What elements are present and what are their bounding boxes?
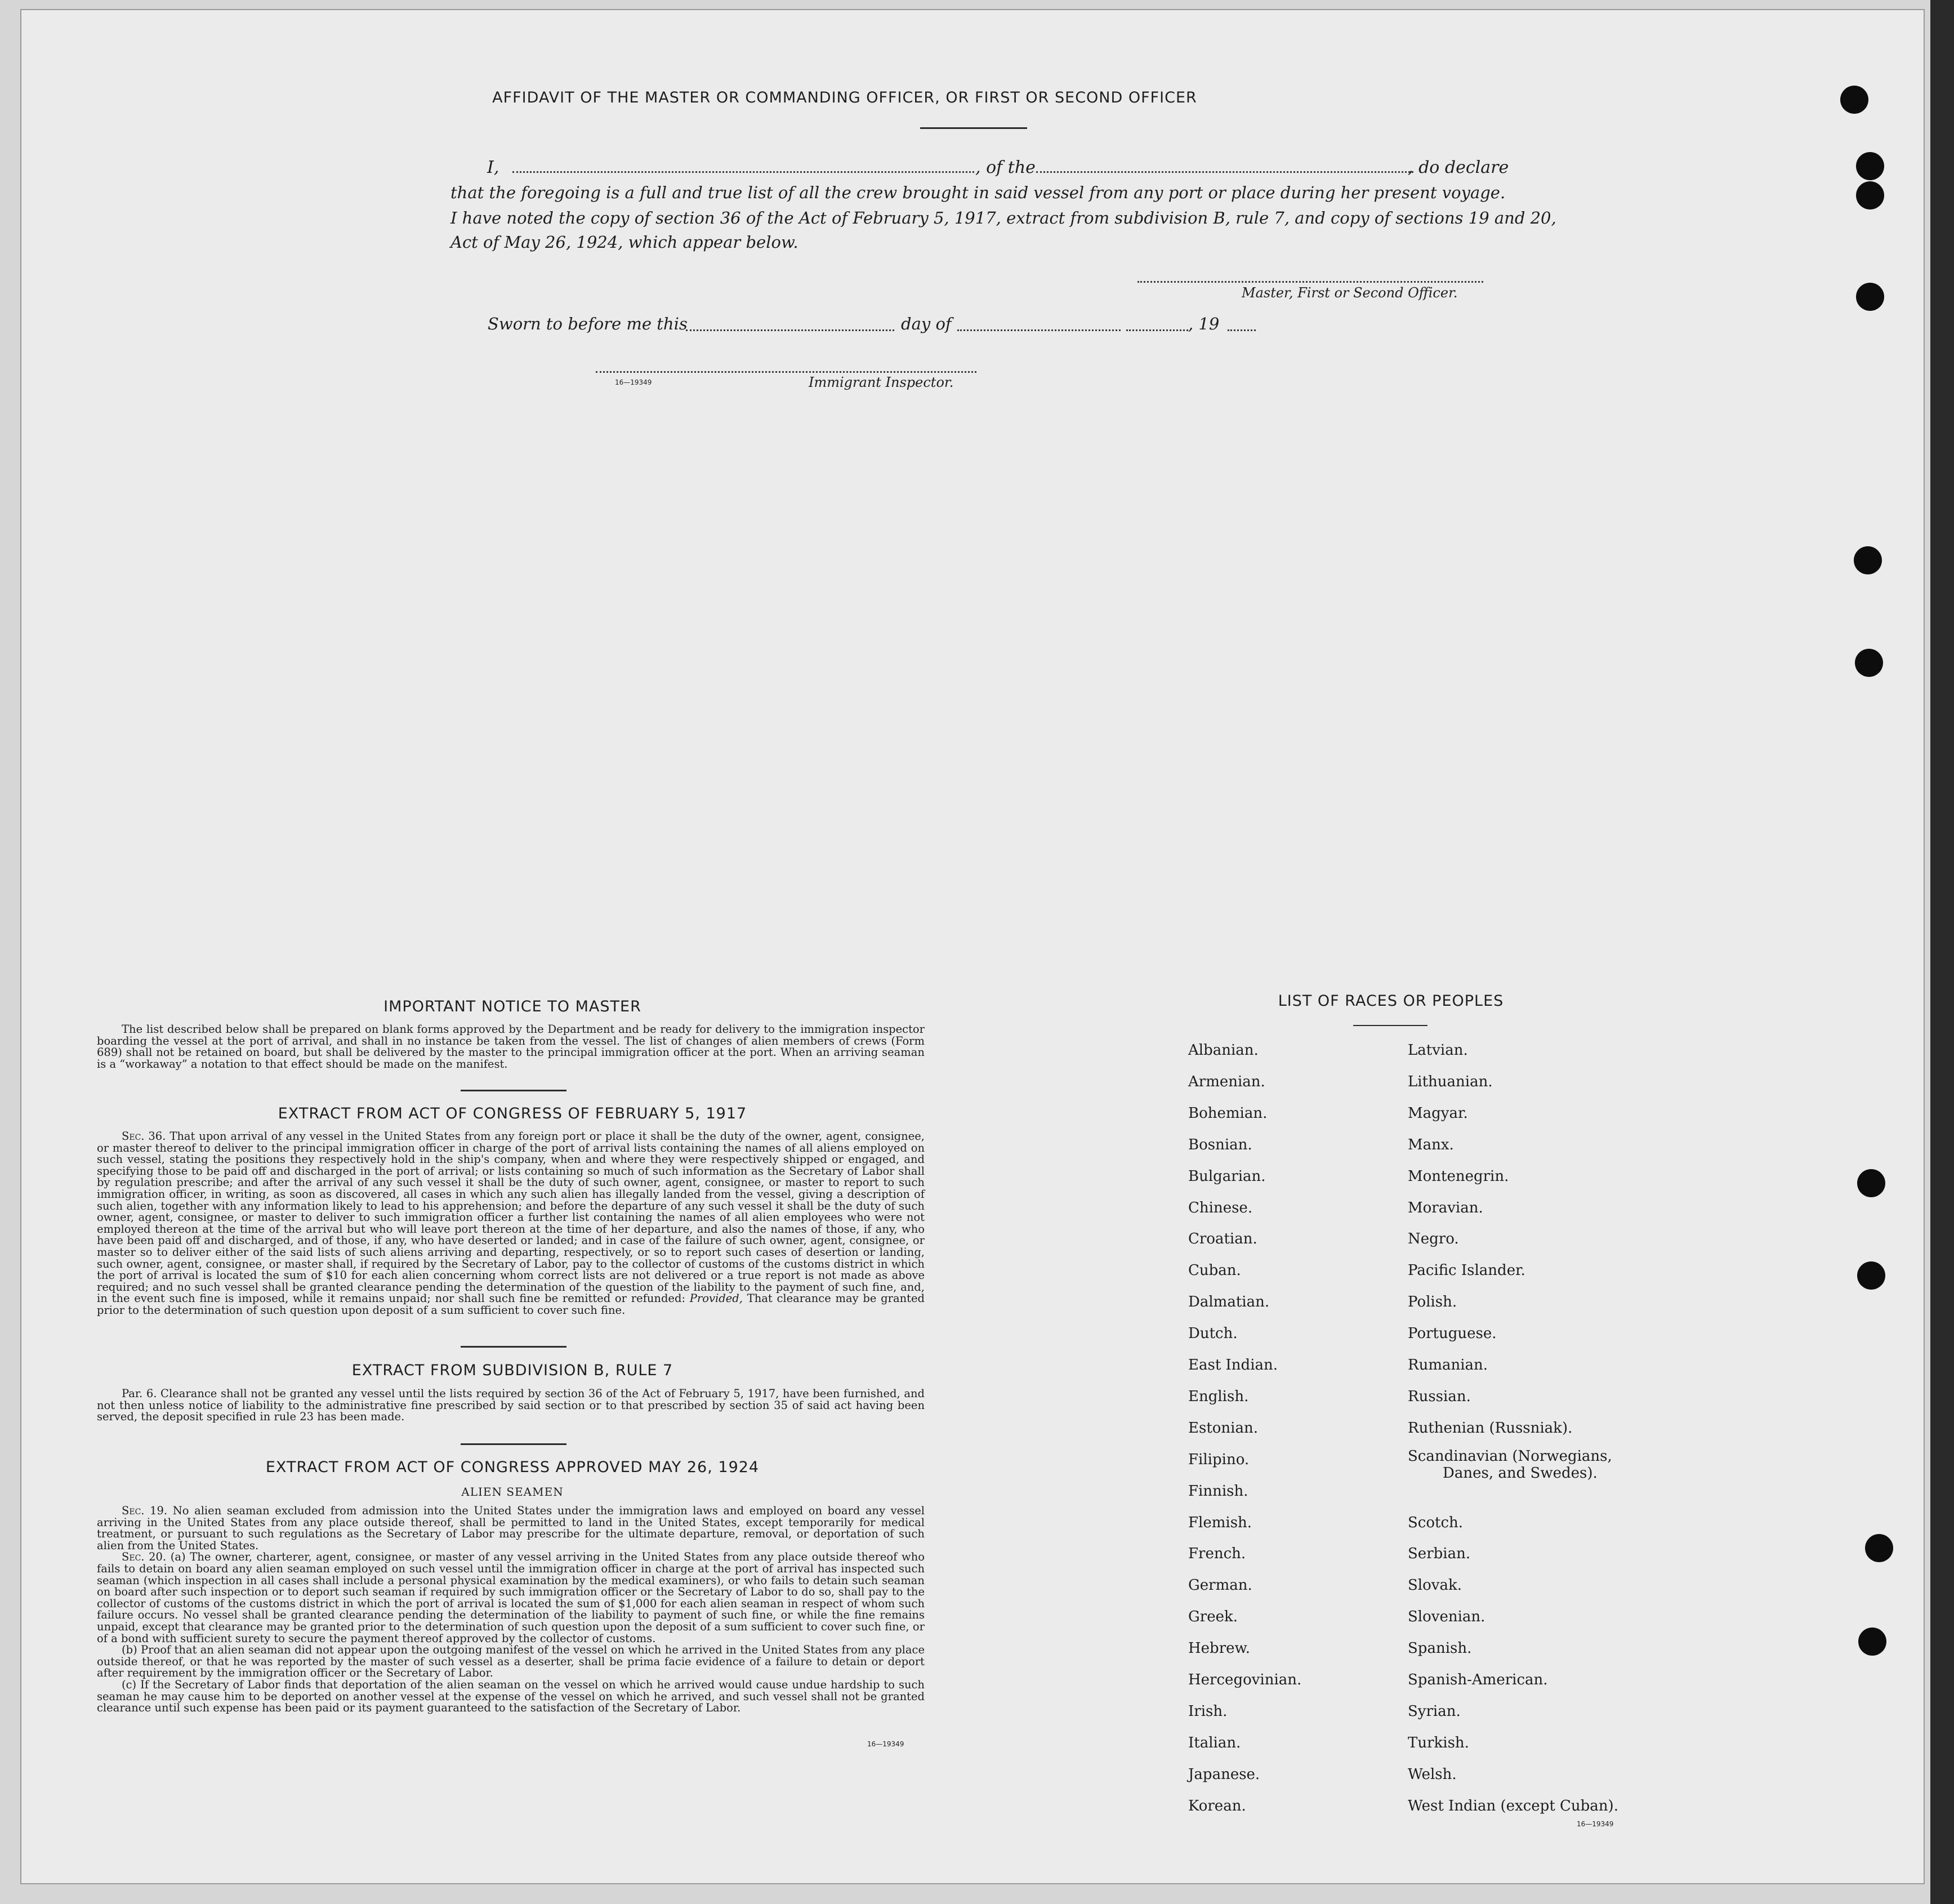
- sworn-month-field-2[interactable]: [1126, 329, 1188, 331]
- year-label: , 19: [1188, 314, 1220, 333]
- affidavit-i: I,: [487, 158, 499, 177]
- race-item: French.: [1188, 1545, 1246, 1563]
- affidavit-line-2: that the foregoing is a full and true list of all the crew brought in said vessel from any port or place during her present voyage.: [450, 183, 1506, 202]
- race-item: West Indian (except Cuban).: [1408, 1797, 1618, 1814]
- race-item: Dalmatian.: [1188, 1294, 1270, 1311]
- section-rule: [461, 1346, 566, 1348]
- punch-hole: [1856, 181, 1884, 209]
- punch-hole: [1854, 546, 1882, 574]
- section-rule: [461, 1443, 566, 1445]
- race-item: English.: [1188, 1388, 1249, 1405]
- race-item: Italian.: [1188, 1734, 1241, 1751]
- race-item: Japanese.: [1188, 1765, 1260, 1783]
- notice-title: IMPORTANT NOTICE TO MASTER: [383, 998, 641, 1015]
- race-item: Greek.: [1188, 1608, 1238, 1626]
- sworn-label: Sworn to before me this: [488, 314, 688, 333]
- affidavit-line-3: I have noted the copy of section 36 of the Act of February 5, 1917, extract from subdivision B, rule 7, and copy of sections 19 and 20,: [450, 208, 1556, 228]
- race-item: Spanish-American.: [1408, 1671, 1548, 1688]
- race-item: Slovak.: [1408, 1577, 1462, 1594]
- vessel-field[interactable]: [1036, 171, 1413, 173]
- name-field[interactable]: [512, 171, 974, 173]
- race-item: Negro.: [1408, 1230, 1459, 1248]
- affidavit-of-the: , of the: [975, 158, 1036, 177]
- alien-seamen-subtitle: ALIEN SEAMEN: [461, 1485, 564, 1499]
- race-item: Welsh.: [1408, 1765, 1457, 1783]
- master-signature-field[interactable]: [1137, 280, 1483, 283]
- race-item: Finnish.: [1188, 1482, 1248, 1500]
- form-number: 16—19349: [867, 1740, 904, 1748]
- race-item: Magyar.: [1408, 1104, 1468, 1122]
- inspector-signature-field[interactable]: [596, 371, 976, 373]
- extract-1917-title: EXTRACT FROM ACT OF CONGRESS OF FEBRUARY 5, 1917: [278, 1105, 747, 1122]
- race-item: Moravian.: [1408, 1199, 1483, 1216]
- race-item: Lithuanian.: [1408, 1073, 1493, 1090]
- race-item: Russian.: [1408, 1388, 1471, 1405]
- extract-1924-title: EXTRACT FROM ACT OF CONGRESS APPROVED MAY 26, 1924: [265, 1459, 760, 1476]
- master-signature-label: Master, First or Second Officer.: [1242, 285, 1458, 301]
- punch-hole: [1865, 1534, 1893, 1562]
- race-item: Armenian.: [1188, 1073, 1265, 1090]
- extract-1924-text: Sec. 19. No alien seaman excluded from admission into the United States under the immigration laws and employed on board any vessel arriving in the United States from any place outside thereof, shall be permitted to land in the United States, except temporarily for medical treatment, or pursuant to such regulations as the Secretary of Labor may prescribe for the ultimate departure, removal, or deportation of such alien from the United States. Sec. 20. (a) The owner, charterer, agent, consignee, or master of any vessel arriving in the United States from any place outside thereof who fails to detain on board any alien seaman employed on such vessel until the immigration officer in charge at the port of arrival has inspected such seaman (which inspection in all cases shall include a personal physical examination by the medical examiners), or who fails to detain such seaman on board after such inspection or to deport such seaman if required by such immigration officer or the Secretary of Labor to do so, shall pay to the collector of customs of the customs district in which the port of arrival is located the sum of $1,000 for each alien seaman in respect of whom such failure occurs. No vessel shall be granted clearance pending the determination of the liability to payment of such fine, or while the fine remains unpaid, except that clearance may be granted prior to the determination of such question upon the deposit of a sum sufficient to cover such fine, or of a bond with sufficient surety to secure the payment thereof approved by the collector of customs. (b) Proof that an alien seaman did not appear upon the outgoing manifest of the vessel on which he arrived in the United States from any place outside thereof, or that he was reported by the master of such vessel as a deserter, shall be prima facie evidence of a failure to detain or deport after requirement by the immigration officer or the Secretary of Labor. (c) If the Secretary of Labor finds that deportation of the alien seaman on the vessel on which he arrived would cause undue hardship to such seaman he may cause him to be deported on another vessel at the expense of the vessel on which he arrived, and such vessel shall not be granted clearance until such expense has been paid or its payment guaranteed to the satisfaction of the Secretary of Labor.: [97, 1504, 925, 1715]
- race-item: Montenegrin.: [1408, 1167, 1509, 1185]
- race-item: Latvian.: [1408, 1042, 1468, 1059]
- race-item: German.: [1188, 1577, 1252, 1594]
- rule-7-text: Par. 6. Clearance shall not be granted any vessel until the lists required by section 36 of the Act of February 5, 1917, have been furnished, and not then unless notice of liability to the administrative fine prescribed by said section or to that prescribed by section 35 of said act having been served, the deposit specified in rule 23 has been made.: [97, 1387, 925, 1424]
- race-item: Korean.: [1188, 1797, 1246, 1814]
- punch-hole: [1855, 649, 1883, 677]
- race-item: Scotch.: [1408, 1514, 1464, 1531]
- race-item: Estonian.: [1188, 1419, 1258, 1437]
- form-number: 16—19349: [1577, 1820, 1614, 1828]
- form-number: 16—19349: [615, 378, 652, 386]
- day-of-label: day of: [901, 314, 952, 333]
- race-item: Irish.: [1188, 1702, 1228, 1720]
- race-item: Cuban.: [1188, 1262, 1241, 1279]
- extract-1917-text: Sec. 36. That upon arrival of any vessel in the United States from any foreign port or place it shall be the duty of the owner, agent, consignee, or master thereof to deliver to the principal immigration officer in charge of the port of arrival lists containing the names of all aliens employed on such vessel, stating the positions they respectively hold in the ship's company, when and where they were respectively shipped or engaged, and specifying those to be paid off and discharged in the port of arrival; or lists containing so much of such information as the Secretary of Labor shall by regulation prescribe; and after the arrival of any such vessel it shall be the duty of such owner, agent, consignee, or master to report to such immigration officer, in writing, as soon as discovered, all cases in which any such alien has illegally landed from the vessel, giving a description of such alien, together with any information likely to lead to his apprehension; and before the departure of any such vessel it shall be the duty of such owner, agent, consignee, or master to deliver to such immigration officer a further list containing the names of all alien employees who were not employed thereon at the time of the arrival but who will leave port thereon at the time of her departure, and also the names of those, if any, who have been paid off and discharged, and of those, if any, who have deserted or landed; and in case of the failure of such owner, agent, consignee, or master so to deliver either of the said lists of such aliens arriving and departing, respectively, or so to report such cases of desertion or landing, such owner, agent, consignee, or master shall, if required by the Secretary of Labor, pay to the collector of customs of the customs district in which the port of arrival is located the sum of $10 for each alien concerning whom correct lists are not delivered or a true report is not made as above required; and no such vessel shall be granted clearance pending the determination of the question of the liability to the payment of such fine, and, in the event such fine is imposed, while it remains unpaid; nor shall such fine be remitted or refunded: Provided, That clearance may be granted prior to the determination of such question upon deposit of a sum sufficient to cover such fine.: [97, 1130, 925, 1317]
- race-item: Bohemian.: [1188, 1104, 1268, 1122]
- race-item: Serbian.: [1408, 1545, 1471, 1563]
- race-item: Slovenian.: [1408, 1608, 1485, 1626]
- race-item: East Indian.: [1188, 1357, 1278, 1374]
- race-item: Manx.: [1408, 1136, 1454, 1153]
- race-item: Bosnian.: [1188, 1136, 1252, 1153]
- punch-hole: [1856, 152, 1884, 180]
- race-item: Spanish.: [1408, 1640, 1472, 1657]
- affidavit-title: AFFIDAVIT OF THE MASTER OR COMMANDING OFFICER, OR FIRST OR SECOND OFFICER: [492, 89, 1197, 106]
- race-item: Pacific Islander.: [1408, 1262, 1525, 1279]
- sworn-month-field[interactable]: [957, 329, 1121, 331]
- sworn-day-field[interactable]: [686, 329, 894, 331]
- rule-7-title: EXTRACT FROM SUBDIVISION B, RULE 7: [351, 1362, 673, 1379]
- section-rule: [461, 1090, 566, 1091]
- race-item: Bulgarian.: [1188, 1167, 1266, 1185]
- race-item: Croatian.: [1188, 1230, 1257, 1248]
- affidavit-do-declare: , do declare: [1408, 158, 1509, 177]
- race-item: Chinese.: [1188, 1199, 1253, 1216]
- race-item: Polish.: [1408, 1294, 1457, 1311]
- race-item: Syrian.: [1408, 1702, 1461, 1720]
- scan-dark-edge: [1930, 0, 1954, 1904]
- race-item: Flemish.: [1188, 1514, 1252, 1531]
- races-title-rule: [1353, 1025, 1427, 1026]
- inspector-label: Immigrant Inspector.: [809, 374, 954, 390]
- race-item: Hercegovinian.: [1188, 1671, 1302, 1688]
- punch-hole: [1857, 1261, 1885, 1290]
- race-item: Turkish.: [1408, 1734, 1469, 1751]
- race-item: Albanian.: [1188, 1042, 1259, 1059]
- race-item: Filipino.: [1188, 1451, 1250, 1468]
- races-title: LIST OF RACES OR PEOPLES: [1278, 992, 1504, 1010]
- punch-hole: [1856, 283, 1884, 311]
- race-item: Ruthenian (Russniak).: [1408, 1419, 1573, 1437]
- race-item: Danes, and Swedes).: [1443, 1464, 1598, 1482]
- race-item: Scandinavian (Norwegians,: [1408, 1447, 1612, 1465]
- race-item: Rumanian.: [1408, 1357, 1488, 1374]
- race-item: Dutch.: [1188, 1325, 1238, 1343]
- race-item: Portuguese.: [1408, 1325, 1497, 1343]
- notice-text: The list described below shall be prepared on blank forms approved by the Department and be ready for delivery to the immigration inspector boarding the vessel at the port of arrival, and shall in no instance be taken from the vessel. The list of changes of alien members of crews (Form 689) shall not be retained on board, but shall be delivered by the master to the principal immigration officer at the port. When an arriving seaman is a “workaway” a notation to that effect should be made on the manifest.: [97, 1023, 925, 1071]
- punch-hole: [1840, 86, 1868, 114]
- punch-hole: [1858, 1627, 1886, 1656]
- affidavit-line-4: Act of May 26, 1924, which appear below.: [450, 233, 798, 252]
- race-item: Hebrew.: [1188, 1640, 1250, 1657]
- title-rule: [920, 127, 1027, 129]
- punch-hole: [1857, 1169, 1885, 1197]
- year-field[interactable]: [1228, 329, 1256, 331]
